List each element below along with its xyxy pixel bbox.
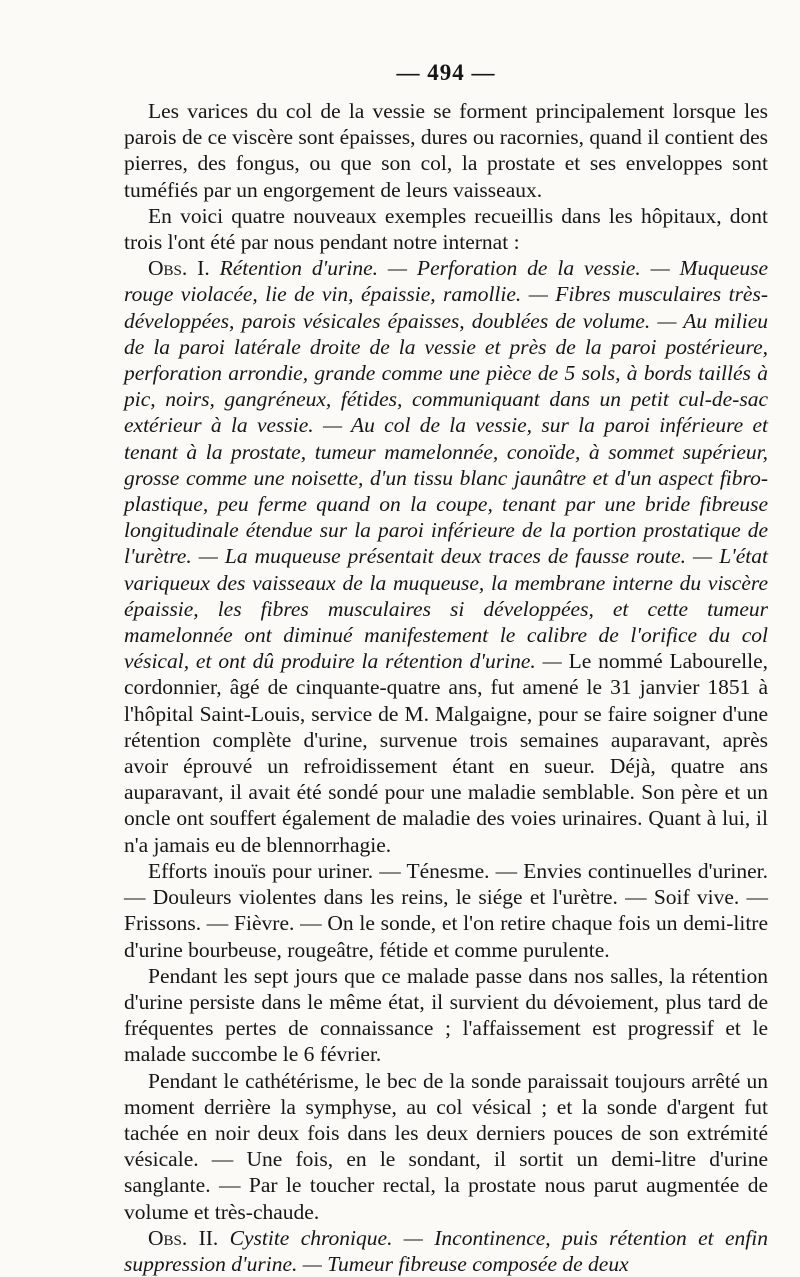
observation-1 — [124, 255, 768, 858]
observation-1-label: Obs. I. — [148, 256, 210, 281]
page-number: — 494 — — [396, 60, 496, 85]
paragraph-course: Pendant les sept jours que ce malade passe dans nos salles, la rétention d'urine persiste dans le même état, il survient du dévoiement, plus tard de fréquentes pertes de connaissance ; l'affaissement est progressif et le malade succombe le 6 février. — [124, 963, 768, 1067]
observation-2-label: Obs. II. — [148, 1225, 219, 1250]
observation-2 — [124, 1225, 768, 1277]
observation-2-summary: Cystite chronique. — Incontinence, puis rétention et enfin suppression d'urine. — Tumeur fibreuse composée de deux — [124, 1225, 768, 1276]
observation-1-summary: Rétention d'urine. — Perforation de la vessie. — Muqueuse rouge violacée, lie de vin, épaissie, ramollie. — Fibres musculaires très-développées, parois vésicales épaisses, doublées de volume. — Au milieu de la paroi latérale droite de la vessie et près de la paroi postérieure, perforation arrondie, grande comme une pièce de 5 sols, à bords taillés à pic, noirs, gangréneux, fétides, communiquant dans un petit cul-de-sac extérieur à la vessie. — Au col de la vessie, sur la paroi inférieure et tenant à la prostate, tumeur mamelonnée, conoïde, à sommet supérieur, grosse comme une noisette, d'un tissu blanc jaunâtre et d'un aspect fibro-plastique, peu ferme quand on la coupe, tenant par une bride fibreuse longitudinale étendue sur la paroi inférieure de la portion prostatique de l'urètre. — La muqueuse présentait deux traces de fausse route. — L'état variqueux des vaisseaux de la muqueuse, la membrane interne du viscère épaissie, les fibres musculaires si développées, et cette tumeur mamelonnée ont diminué manifestement le calibre de l'orifice du col vésical, et ont dû produire la rétention d'urine. — — [124, 256, 768, 674]
observation-1-case-text: Le nommé Labourelle, cordonnier, âgé de cinquante-quatre ans, fut amené le 31 janvier 1851 à l'hôpital Saint-Louis, service de M. Malgaigne, pour se faire soigner d'une rétention complète d'urine, survenue trois semaines auparavant, après avoir éprouvé un refroidissement étant en sueur. Déjà, quatre ans auparavant, il avait été sondé pour une maladie semblable. Son père et un oncle ont souffert également de maladie des voies urinaires. Quant à lui, il n'a jamais eu de blennorrhagie. — [124, 649, 768, 857]
paragraph-varices: Les varices du col de la vessie se forment principalement lorsque les parois de ce viscère sont épaisses, dures ou racornies, quand il contient des pierres, des fongus, ou que son col, la prostate et ses enveloppes sont tuméfiés par un engorgement de leurs vaisseaux. — [124, 99, 768, 202]
paragraph-examples-intro: En voici quatre nouveaux exemples recueillis dans les hôpitaux, dont trois l'ont été par nous pendant notre internat : — [124, 203, 768, 255]
paragraph-symptoms: Efforts inouïs pour uriner. — Ténesme. — Envies continuelles d'uriner. — Douleurs violentes dans les reins, le siége et l'urètre. — Soif vive. — Frissons. — Fièvre. — On le sonde, et l'on retire chaque fois un demi-litre d'urine bourbeuse, rougeâtre, fétide et comme purulente. — [124, 858, 768, 962]
paragraph-catheterism: Pendant le cathétérisme, le bec de la sonde paraissait toujours arrêté un moment derrière la symphyse, au col vésical ; et la sonde d'argent fut tachée en noir deux fois dans les deux derniers pouces de son extrémité vésicale. — Une fois, en le sondant, il sortit un demi-litre d'urine sanglante. — Par le toucher rectal, la prostate nous parut augmentée de volume et très-chaude. — [124, 1068, 768, 1224]
